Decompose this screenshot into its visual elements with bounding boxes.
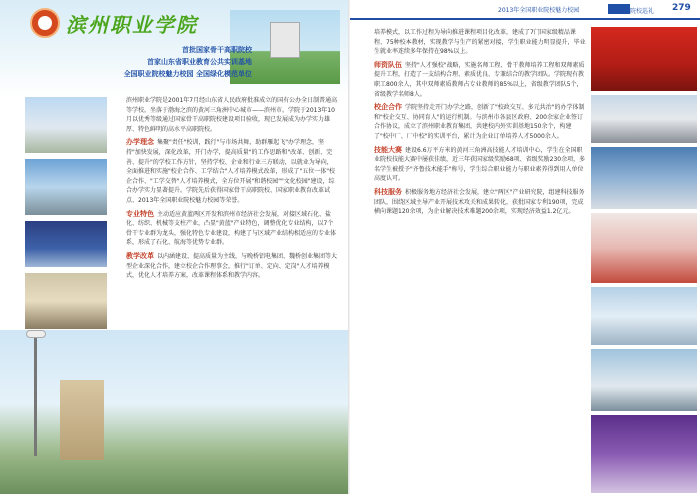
honor-line-2: 首家山东省职业教育公共实训基地 bbox=[147, 58, 252, 66]
intro-paragraph: 滨州职业学院是2001年7月经山东省人民政府批准成立的国有公办全日制普通高等学校。坐落于渤海之滨的黄河三角洲中心城市——滨州市。学院于2013年10月以优秀等级通过国家骨干高职院校建设项目验收，现已发展成为办学实力雄厚、特色鲜明的高水平高职院校。 bbox=[126, 97, 338, 133]
school-name-logotype: 滨州职业学院 bbox=[66, 13, 198, 37]
section-text: 坚持"人才强校"战略，实施名师工程、骨干教师培养工程和双师素质提升工程，打造了一支结构合理、素质优良、专兼结合的教学团队。学院现有教职工800余人，其中双师素质教师占专业教师的85%以上，省级教学团队5个，省级教学名师8人。 bbox=[374, 61, 585, 98]
section-text: 以内涵建设、提高质量为主线，与晚桥铝电集团、魏桥创业集团等大型企业深化合作，建立校企合作理事会，推行"订单、定向、定岗"人才培养模式，优化人才培养方案，改革课程体系和教学内容。 bbox=[126, 252, 338, 280]
section-keyword: 科技服务 bbox=[374, 186, 402, 196]
right-body-text bbox=[374, 28, 586, 220]
running-header bbox=[350, 0, 700, 20]
street-lamp bbox=[34, 336, 37, 456]
section-text: 建设6.6万平方米的黄河三角洲高技能人才培训中心，学生在全国职业院校技能大赛中屡获佳绩，近三年获国家级奖励68项、省级奖励230余项，多名学生被授予"齐鲁技术能手"称号，学生综合职业能力与职业素养得到用人单位高度认可。 bbox=[374, 146, 586, 183]
left-body-text bbox=[126, 96, 338, 284]
section-label: 院校巡礼 bbox=[630, 8, 655, 15]
honor-titles bbox=[82, 44, 252, 80]
photo-conference bbox=[24, 220, 108, 268]
monument-sculpture bbox=[60, 380, 104, 460]
section-keyword: 专业特色 bbox=[126, 208, 154, 218]
section-cooperation bbox=[374, 102, 586, 141]
header-rule bbox=[350, 18, 700, 20]
photo-training bbox=[590, 348, 698, 412]
photo-stadium bbox=[24, 158, 108, 216]
photo-campus-building bbox=[24, 96, 108, 154]
section-text: 集聚"责任"校训，践行"与市场共舞，助群雁起飞"办学理念，坚持"加快发展，深化改革，开门办学，提高质量"的工作思路和"改革、创新、完善、提升"的学校工作方针，坚持学校、企业和行业三方联动，以就业为导向，全面推进和实施"校企合作、工学结合"人才培养模式改革，形成了"五位一体"校企合作、"工学交替"人才培养模式，全方位开展"和谐校园""文化校园"建设，综合办学实力显著提升。学院先后获得国家骨干高职院校、国家职业教育改革试点、2013年全国职业院校魅力校园等荣誉。 bbox=[126, 139, 336, 204]
section-badge-icon bbox=[608, 4, 630, 14]
section-keyword: 办学理念 bbox=[126, 137, 154, 147]
section-specialty bbox=[126, 209, 338, 248]
page-number: 279 bbox=[672, 3, 691, 13]
photo-visit bbox=[590, 146, 698, 210]
photo-signing bbox=[590, 94, 698, 144]
honor-line-1: 首批国家骨干高职院校 bbox=[182, 46, 252, 54]
section-text: 学院坚持走开门办学之路，创新了"校政交互、多元共治"的办学体制和"校企交互、协同育人"的运行机制。与滨州市各县区政府、200余家企业签订合作协议，成立了滨州职业教育集团，共建校内外实训基地150余个，构建了"校中厂、厂中校"的实训平台，累计为企业订单培养人才5000余人。 bbox=[374, 104, 585, 140]
section-text: 主动适应黄蓝两区开发和滨州市经济社会发展，对接区域石化、盐化、纺织、机械等支柱产业，凸显"黄蓝"产业特色，调整优化专业结构，以7个骨干专业群为龙头，强化特色专业建设，构建了与区域产业结构相适应的专业体系，形成了石化、航海等优势专业群。 bbox=[126, 210, 337, 247]
section-text: 积极服务地方经济社会发展，建立"两区"产业研究院，组建科技服务团队，围绕区域主导产业开展技术攻关和成果转化，获批国家专利190项，完成横向课题120余项，为企业解决技术难题200余项，实现经济效益1.2亿元。 bbox=[374, 188, 585, 216]
section-teaching-reform bbox=[126, 251, 338, 281]
honor-line-3: 全国职业院校魅力校园 全国绿化模范单位 bbox=[123, 70, 252, 78]
intro-paragraph: 培养模式，以工作过程为导向推进课程项目化改革，建成了7门国家级精品课程、75种校本教材，实现教学与生产的紧密对接，学生职业能力明显提升，毕业生就业率连续多年保持在98%以上。 bbox=[374, 29, 586, 56]
photo-lab bbox=[590, 286, 698, 346]
photo-campus-square bbox=[0, 330, 350, 494]
section-philosophy bbox=[126, 137, 338, 205]
photo-event bbox=[24, 272, 108, 330]
section-keyword: 技能大赛 bbox=[374, 144, 402, 154]
school-logo-icon bbox=[30, 8, 60, 38]
photo-stage bbox=[590, 414, 698, 494]
right-page bbox=[350, 0, 700, 494]
photo-award bbox=[590, 212, 698, 284]
section-keyword: 师资队伍 bbox=[374, 59, 402, 69]
street-lamp-head bbox=[26, 330, 46, 338]
photo-ceremony bbox=[590, 26, 698, 92]
section-competition bbox=[374, 145, 586, 184]
section-tech-service bbox=[374, 187, 586, 217]
section-keyword: 教学改革 bbox=[126, 250, 154, 260]
running-head-text: 2013年全国职业院校魅力校园 bbox=[498, 7, 580, 14]
section-faculty bbox=[374, 60, 586, 99]
section-keyword: 校企合作 bbox=[374, 102, 402, 112]
